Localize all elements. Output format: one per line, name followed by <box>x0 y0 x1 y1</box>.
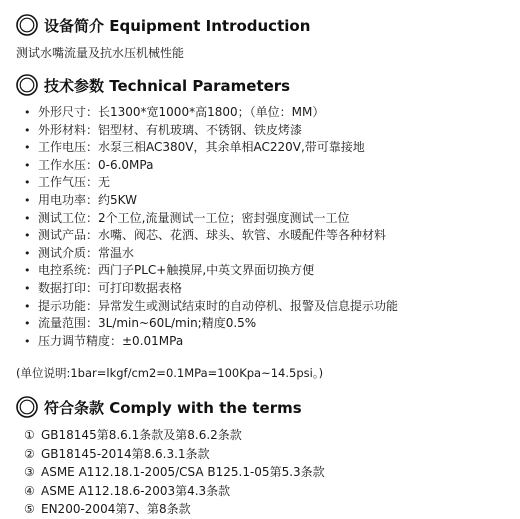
bullet-icon: • <box>24 211 31 225</box>
list-item: ① GB18145第8.6.1条款及第8.6.2条款 <box>16 426 504 445</box>
list-item: • 外形尺寸：长1300*宽1000*高1800；（单位：MM） <box>16 104 504 122</box>
list-item: • 电控系统：西门子PLC+触摸屏,中英文界面切换方便 <box>16 262 504 280</box>
circled-number: ② <box>24 446 35 461</box>
bullet-icon: • <box>24 229 31 243</box>
bullet-icon: • <box>24 123 31 137</box>
list-item: • 工作水压：0-6.0MPa <box>16 157 504 175</box>
unit-note: (单位说明:1bar=lkgf/cm2=0.1MPa=100Kpa~14.5psi。) <box>16 366 324 381</box>
bullet-icon: • <box>24 141 31 155</box>
section-title-terms-text: 符合条款 Comply with the terms <box>44 398 302 417</box>
list-item: ② GB18145-2014第8.6.3.1条款 <box>16 445 504 464</box>
circled-number: ④ <box>24 483 35 498</box>
list-item: • 外形材料：铝型材、有机玻璃、不锈钢、铁皮烤漆 <box>16 122 504 140</box>
section-title-intro-text: 设备简介 Equipment Introduction <box>44 16 311 35</box>
circled-number: ① <box>24 428 35 443</box>
bullet-icon: • <box>24 264 31 278</box>
list-item: • 压力调节精度：±0.01MPa <box>16 333 504 351</box>
list-item: • 工作电压：水泵三相AC380V，其余单相AC220V,带可靠接地 <box>16 139 504 157</box>
bullet-icon: • <box>24 281 31 295</box>
section-title-intro <box>16 12 504 38</box>
bullet-icon: • <box>24 158 31 172</box>
double-circle-icon <box>16 396 38 418</box>
list-item: ④ ASME A112.18.6-2003第4.3条款 <box>16 482 504 501</box>
list-item: ⑤ EN200-2004第7、第8条款 <box>16 500 504 519</box>
list-item: • 测试介质：常温水 <box>16 245 504 263</box>
list-item: ③ ASME A112.18.1-2005/CSA B125.1-05第5.3条款 <box>16 463 504 482</box>
intro-description: 测试水嘴流量及抗水压机械性能 <box>16 46 185 60</box>
bullet-icon: • <box>24 334 31 348</box>
circled-number: ⑤ <box>24 502 35 517</box>
list-item: • 提示功能：异常发生或测试结束时的自动停机、报警及信息提示功能 <box>16 298 504 316</box>
section-title-params <box>16 72 504 98</box>
section-title-params-text: 技术参数 Technical Parameters <box>44 76 291 95</box>
double-circle-icon <box>16 74 38 96</box>
bullet-icon: • <box>24 299 31 313</box>
list-item: • 工作气压：无 <box>16 174 504 192</box>
section-title-terms <box>16 394 504 420</box>
list-item: • 数据打印：可打印数据表格 <box>16 280 504 298</box>
list-item: • 流量范围：3L/min~60L/min;精度0.5% <box>16 315 504 333</box>
bullet-icon: • <box>24 193 31 207</box>
bullet-icon: • <box>24 317 31 331</box>
list-item: • 测试产品：水嘴、阀芯、花洒、球头、软管、水暖配件等各种材料 <box>16 227 504 245</box>
list-item: • 测试工位：2个工位,流量测试一工位；密封强度测试一工位 <box>16 210 504 228</box>
bullet-icon: • <box>24 246 31 260</box>
bullet-icon: • <box>24 176 31 190</box>
bullet-icon: • <box>24 106 31 119</box>
circled-number: ③ <box>24 465 35 480</box>
double-circle-icon <box>16 14 38 36</box>
parameter-list <box>16 104 504 350</box>
list-item: • 用电功率：约5KW <box>16 192 504 210</box>
